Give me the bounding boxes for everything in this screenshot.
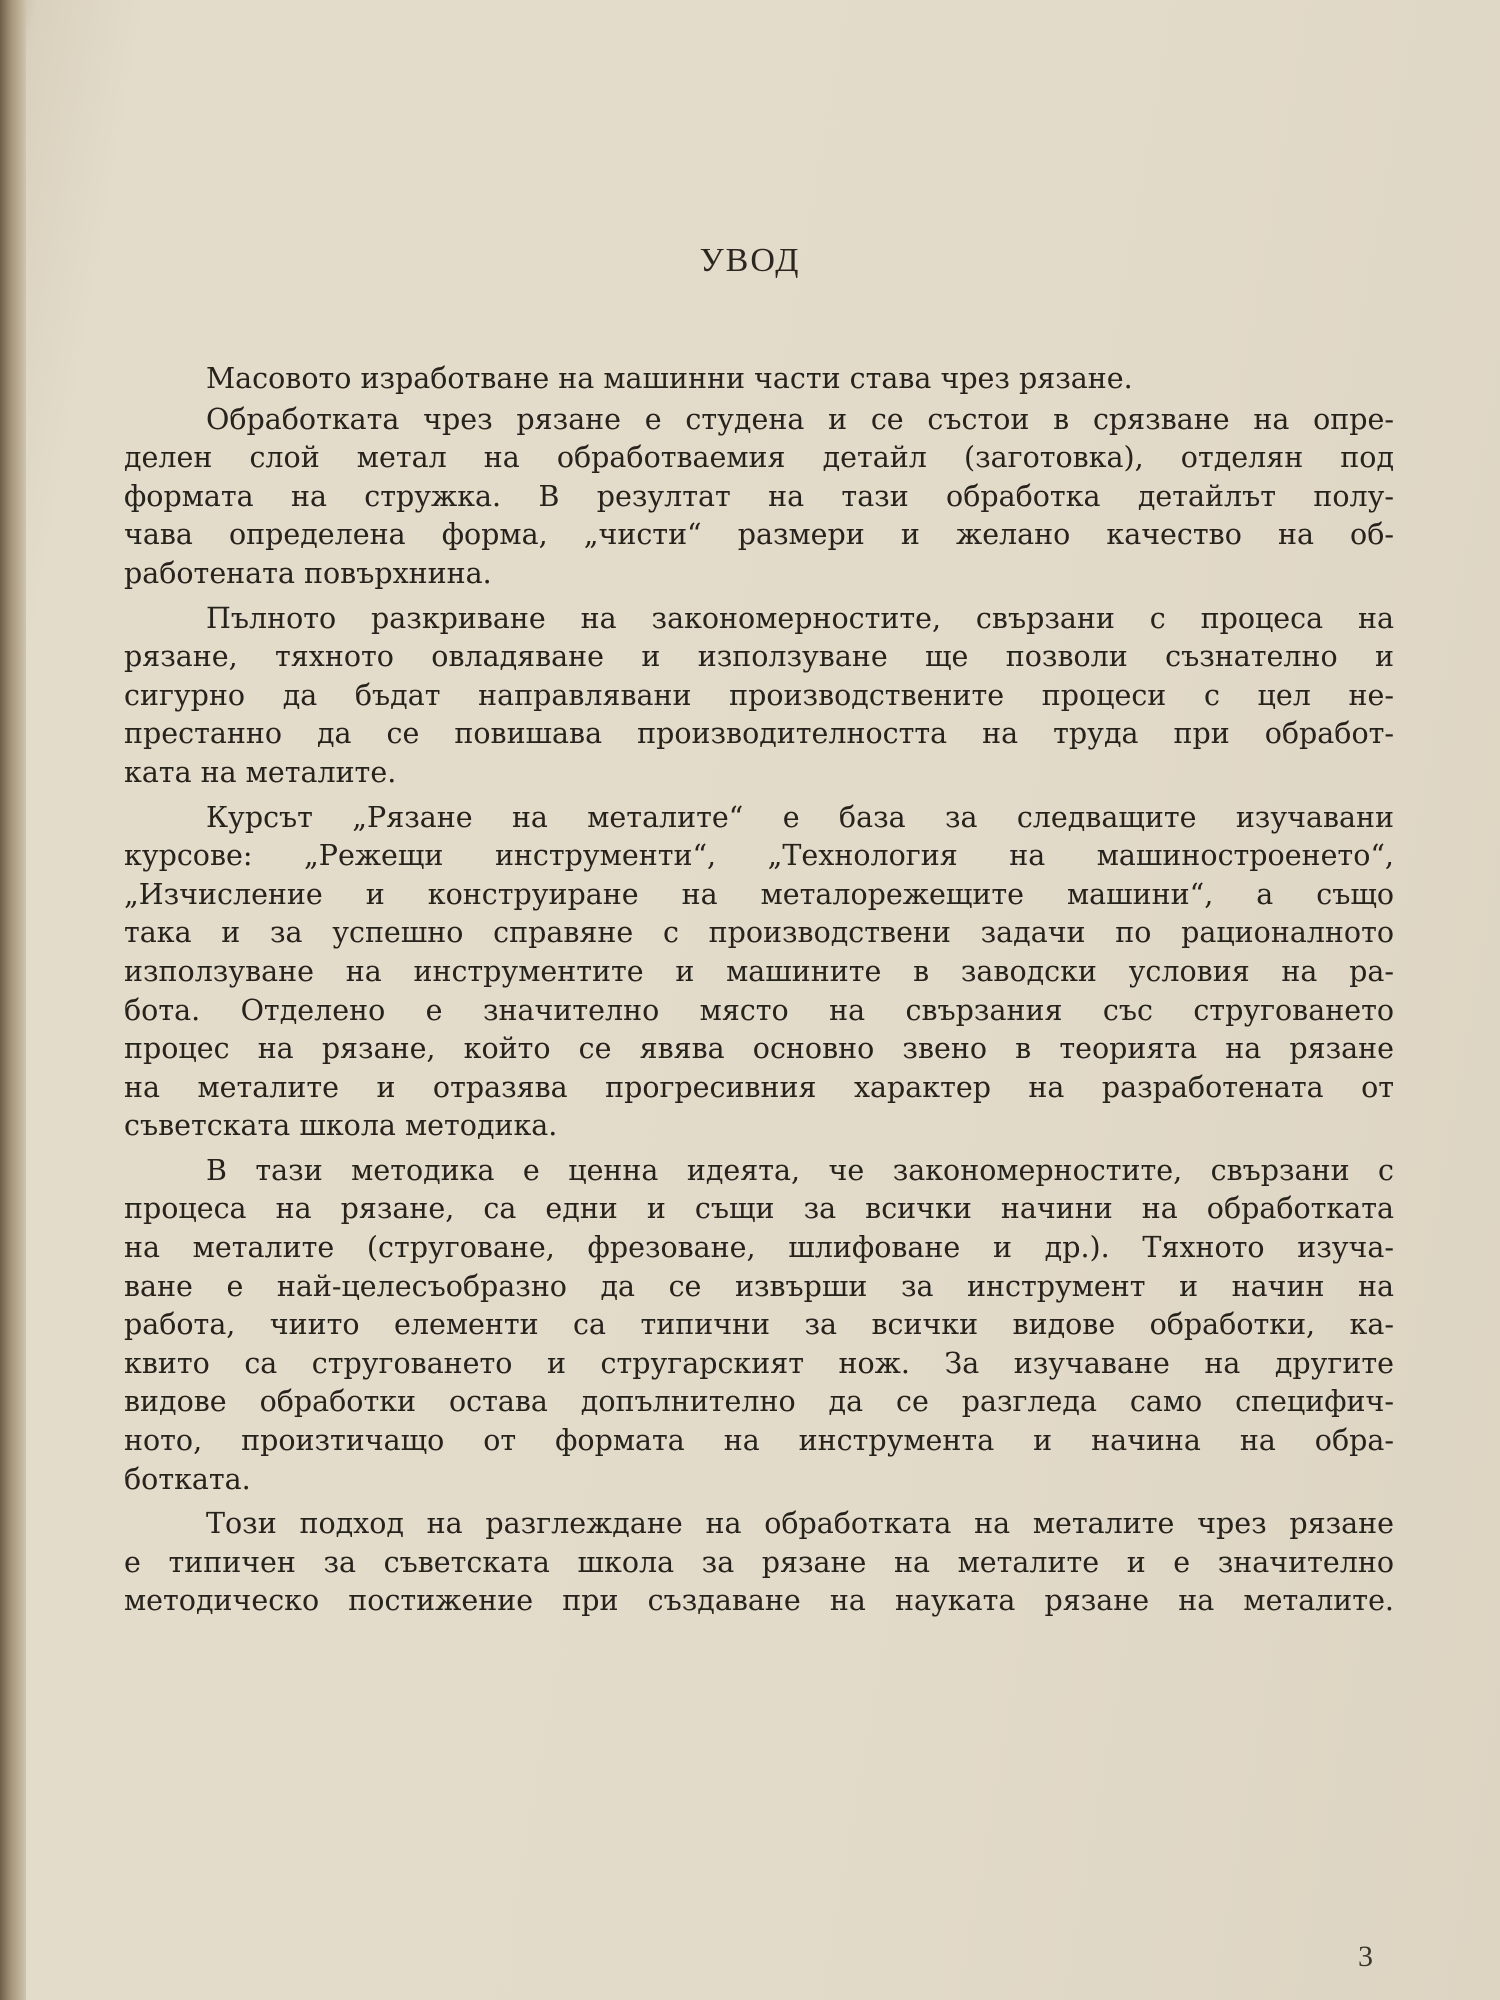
text-line: В тази методика е ценна идеята, че закономерностите, свързани с bbox=[206, 1153, 1394, 1187]
text-line: работената повърхнина. bbox=[124, 556, 492, 590]
text-line: ване е най-целесъобразно да се извърши за инструмент и начин на bbox=[124, 1269, 1394, 1303]
text-line: е типичен за съветската школа за рязане на металите и е значително bbox=[124, 1545, 1394, 1579]
book-spine bbox=[0, 0, 26, 2000]
text-line: престанно да се повишава производителността на труда при обработ- bbox=[124, 717, 1394, 751]
text-line: сигурно да бъдат направлявани производствените процеси с цел не- bbox=[124, 678, 1394, 712]
text-line: работа, чиито елементи са типични за всички видове обработки, ка- bbox=[124, 1308, 1394, 1342]
text-line: „Изчисление и конструиране на металорежещите машини“, а също bbox=[124, 877, 1394, 911]
paragraph bbox=[124, 799, 1394, 1146]
text-line: Курсът „Рязане на металите“ е база за следващите изучавани bbox=[206, 800, 1394, 834]
paragraph bbox=[124, 1152, 1394, 1499]
text-line: процеса на рязане, са едни и същи за всички начини на обработката bbox=[124, 1192, 1394, 1226]
text-line: чава определена форма, „чисти“ размери и желано качество на об- bbox=[124, 518, 1394, 552]
text-line: Този подход на разглеждане на обработката на металите чрез рязане bbox=[206, 1507, 1394, 1541]
text-line: процес на рязане, който се явява основно звено в теорията на рязане bbox=[124, 1032, 1394, 1066]
paragraph bbox=[124, 401, 1394, 594]
text-line: видове обработки остава допълнително да се разгледа само специфич- bbox=[124, 1385, 1394, 1419]
text-line: ката на металите. bbox=[124, 755, 397, 789]
text-line: ното, произтичащо от формата на инструмента и начина на обра- bbox=[124, 1424, 1394, 1458]
body-text bbox=[124, 360, 1394, 1621]
text-line: квито са струговането и стругарският нож. За изучаване на другите bbox=[124, 1346, 1394, 1380]
text-line: използуване на инструментите и машините в заводски условия на ра- bbox=[124, 954, 1394, 988]
paragraph bbox=[124, 1505, 1394, 1621]
text-line: Пълното разкриване на закономерностите, свързани с процеса на bbox=[206, 601, 1394, 635]
page-title: УВОД bbox=[699, 242, 801, 279]
text-line: на металите и отразява прогресивния характер на разработената от bbox=[124, 1070, 1394, 1104]
paragraph bbox=[124, 600, 1394, 793]
paragraph bbox=[124, 360, 1394, 399]
text-line: рязане, тяхното овладяване и използуване ще позволи съзнателно и bbox=[124, 640, 1394, 674]
text-line: бота. Отделено е значително място на свързания със струговането bbox=[124, 993, 1394, 1027]
page-number: 3 bbox=[1358, 1940, 1373, 1973]
text-line: Масовото изработване на машинни части става чрез рязане. bbox=[206, 362, 1133, 395]
text-line: курсове: „Режещи инструменти“, „Технология на машиностроенето“, bbox=[124, 839, 1394, 873]
text-line: формата на стружка. В резултат на тази обработка детайлът полу- bbox=[124, 479, 1394, 513]
text-line: Обработката чрез рязане е студена и се състои в срязване на опре- bbox=[206, 402, 1394, 436]
text-line: така и за успешно справяне с производствени задачи по рационалното bbox=[124, 916, 1394, 950]
text-line: делен слой метал на обработваемия детайл (заготовка), отделян под bbox=[124, 441, 1394, 475]
text-line: ботката. bbox=[124, 1462, 251, 1496]
text-line: на металите (струговане, фрезоване, шлифоване и др.). Тяхното изуча- bbox=[124, 1231, 1394, 1265]
text-line: съветската школа методика. bbox=[124, 1109, 558, 1143]
text-line: методическо постижение при създаване на науката рязане на металите. bbox=[124, 1584, 1394, 1618]
